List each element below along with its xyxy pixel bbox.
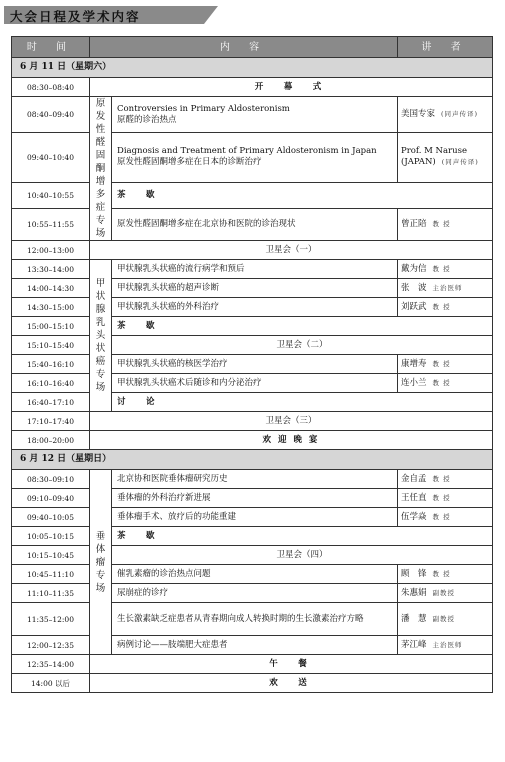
speaker-cell [398, 470, 493, 489]
speaker-title: 教 授 [432, 264, 451, 273]
table-row [12, 133, 493, 182]
table-row [12, 241, 493, 260]
speaker-title: 副教授 [432, 588, 456, 597]
content-chinese: 原醛的诊治热点 [117, 114, 177, 125]
table-row [12, 97, 493, 133]
session-label-text: 垂体瘤专场 [95, 530, 106, 594]
speaker-name: 茅江峰 [401, 639, 427, 650]
table-row [12, 317, 493, 336]
time-cell: 17:10–17:40 [12, 412, 90, 431]
content-cell: 卫星会（三） [90, 412, 493, 431]
content-cell [112, 133, 398, 182]
header-time: 时 间 [12, 37, 90, 58]
content-chinese: 原发性醛固酮增多症在日本的诊断治疗 [117, 157, 262, 168]
time-cell: 10:55–11:55 [12, 209, 90, 241]
table-row [12, 298, 493, 317]
day-row [12, 58, 493, 78]
banner-tip [204, 6, 218, 24]
speaker-name: 曾正陪 [401, 219, 427, 230]
table-row [12, 636, 493, 655]
content-cell: 生长激素缺乏症患者从青春期向成人转换时期的生长激素治疗方略 [112, 603, 398, 636]
content-cell: 垂体瘤的外科治疗新进展 [112, 489, 398, 508]
time-cell: 15:40–16:10 [12, 355, 90, 374]
speaker-name: 美国专家 [401, 109, 436, 120]
time-cell: 09:40–10:05 [12, 508, 90, 527]
content-cell: 讨 论 [112, 393, 493, 412]
speaker-title: 教 授 [432, 378, 451, 387]
content-cell: 病例讨论——肢端肥大症患者 [112, 636, 398, 655]
header-banner [4, 6, 216, 24]
speaker-name: 刘跃武 [401, 301, 427, 312]
speaker-cell [398, 260, 493, 279]
table-row [12, 584, 493, 603]
table-row [12, 374, 493, 393]
content-cell: 原发性醛固酮增多症在北京协和医院的诊治现状 [112, 209, 398, 241]
table-row [12, 527, 493, 546]
speaker-name: 潘 慧 [401, 613, 427, 624]
time-cell: 08:30–08:40 [12, 78, 90, 97]
content-cell: 午 餐 [90, 655, 493, 674]
speaker-cell [398, 209, 493, 241]
speaker-title: 教 授 [432, 569, 451, 578]
speaker-title: 主治医师 [432, 640, 463, 649]
time-cell: 12:00–12:35 [12, 636, 90, 655]
speaker-cell [398, 355, 493, 374]
table-row [12, 655, 493, 674]
speaker-name: 康增寿 [401, 358, 427, 369]
speaker-cell [398, 565, 493, 584]
speaker-title: (同声传译) [441, 158, 479, 167]
speaker-title: (同声传译) [441, 110, 479, 119]
table-row [12, 182, 493, 208]
speaker-name: 连小兰 [401, 377, 427, 388]
table-row [12, 412, 493, 431]
table-row [12, 674, 493, 693]
table-row [12, 336, 493, 355]
table-row [12, 279, 493, 298]
time-cell: 12:00–13:00 [12, 241, 90, 260]
speaker-cell [398, 584, 493, 603]
page-title: 大会日程及学术内容 [10, 9, 141, 24]
table-header-row [12, 37, 493, 58]
content-english: Diagnosis and Treatment of Primary Aldosteronism in Japan [117, 146, 377, 157]
speaker-title: 教 授 [432, 220, 451, 229]
content-cell: 北京协和医院垂体瘤研究历史 [112, 470, 398, 489]
time-cell: 09:10–09:40 [12, 489, 90, 508]
content-cell: 甲状腺乳头状癌的超声诊断 [112, 279, 398, 298]
time-cell: 09:40–10:40 [12, 133, 90, 182]
time-cell: 08:30–09:10 [12, 470, 90, 489]
time-cell: 10:40–10:55 [12, 182, 90, 208]
schedule-table [11, 36, 493, 693]
session-label [90, 97, 112, 241]
time-cell: 16:40–17:10 [12, 393, 90, 412]
content-cell: 卫星会（一） [90, 241, 493, 260]
speaker-title: 教 授 [432, 474, 451, 483]
content-cell: 甲状腺乳头状癌的外科治疗 [112, 298, 398, 317]
table-row [12, 78, 493, 97]
time-cell: 14:30–15:00 [12, 298, 90, 317]
speaker-cell [398, 298, 493, 317]
content-cell: 欢 送 [90, 674, 493, 693]
time-cell: 08:40–09:40 [12, 97, 90, 133]
table-row [12, 470, 493, 489]
header-content: 内 容 [90, 37, 398, 58]
session-label-text: 甲状腺乳头状癌专场 [95, 278, 106, 393]
speaker-title: 主治医师 [432, 283, 463, 292]
time-cell: 10:05–10:15 [12, 527, 90, 546]
content-cell: 甲状腺乳头状癌的流行病学和预后 [112, 260, 398, 279]
time-cell: 10:15–10:45 [12, 546, 90, 565]
speaker-title: 副教授 [432, 614, 456, 623]
content-cell: 茶 歇 [112, 317, 493, 336]
content-cell: 卫星会（二） [112, 336, 493, 355]
content-cell: 催乳素瘤的诊治热点问题 [112, 565, 398, 584]
time-cell: 14:00 以后 [12, 674, 90, 693]
speaker-cell [398, 489, 493, 508]
time-cell: 12:35–14:00 [12, 655, 90, 674]
time-cell: 11:10–11:35 [12, 584, 90, 603]
content-cell: 垂体瘤手术、放疗后的功能重建 [112, 508, 398, 527]
header-speaker: 讲 者 [398, 37, 493, 58]
table-row [12, 431, 493, 450]
table-row [12, 489, 493, 508]
speaker-cell [398, 374, 493, 393]
session-label-text: 原发性醛固酮增多症专场 [95, 98, 106, 239]
time-cell: 15:00–15:10 [12, 317, 90, 336]
time-cell: 14:00–14:30 [12, 279, 90, 298]
content-cell: 尿崩症的诊疗 [112, 584, 398, 603]
table-row [12, 355, 493, 374]
day-row [12, 450, 493, 470]
speaker-cell [398, 603, 493, 636]
time-cell: 16:10–16:40 [12, 374, 90, 393]
speaker-name: Prof. M Naruse (JAPAN) [401, 146, 467, 168]
content-cell: 卫星会（四） [112, 546, 493, 565]
table-row [12, 546, 493, 565]
speaker-cell [398, 279, 493, 298]
speaker-name: 顾 锋 [401, 568, 427, 579]
table-row [12, 393, 493, 412]
table-row [12, 260, 493, 279]
time-cell: 11:35–12:00 [12, 603, 90, 636]
speaker-name: 伍学焱 [401, 511, 427, 522]
table-row [12, 565, 493, 584]
speaker-name: 金自孟 [401, 473, 427, 484]
speaker-name: 戴为信 [401, 263, 427, 274]
day-label: 6 月 11 日（星期六） [12, 58, 493, 78]
speaker-cell [398, 97, 493, 133]
speaker-title: 教 授 [432, 512, 451, 521]
time-cell: 18:00–20:00 [12, 431, 90, 450]
content-cell: 欢 迎 晚 宴 [90, 431, 493, 450]
content-cell [112, 97, 398, 133]
table-row [12, 508, 493, 527]
content-cell: 甲状腺乳头状癌的核医学治疗 [112, 355, 398, 374]
speaker-title: 教 授 [432, 302, 451, 311]
content-english: Controversies in Primary Aldosteronism [117, 103, 290, 114]
session-label [90, 260, 112, 412]
day-label: 6 月 12 日（星期日） [12, 450, 493, 470]
time-cell: 10:45–11:10 [12, 565, 90, 584]
speaker-name: 王任直 [401, 492, 427, 503]
table-row [12, 209, 493, 241]
speaker-name: 朱惠娟 [401, 587, 427, 598]
content-cell: 茶 歇 [112, 182, 493, 208]
speaker-title: 教 授 [432, 493, 451, 502]
time-cell: 13:30–14:00 [12, 260, 90, 279]
speaker-cell [398, 133, 493, 182]
content-cell: 茶 歇 [112, 527, 493, 546]
session-label [90, 470, 112, 655]
time-cell: 15:10–15:40 [12, 336, 90, 355]
speaker-title: 教 授 [432, 359, 451, 368]
speaker-cell [398, 636, 493, 655]
speaker-name: 张 波 [401, 282, 427, 293]
content-cell: 开 幕 式 [90, 78, 493, 97]
speaker-cell [398, 508, 493, 527]
content-cell: 甲状腺乳头状癌术后随诊和内分泌治疗 [112, 374, 398, 393]
table-row [12, 603, 493, 636]
